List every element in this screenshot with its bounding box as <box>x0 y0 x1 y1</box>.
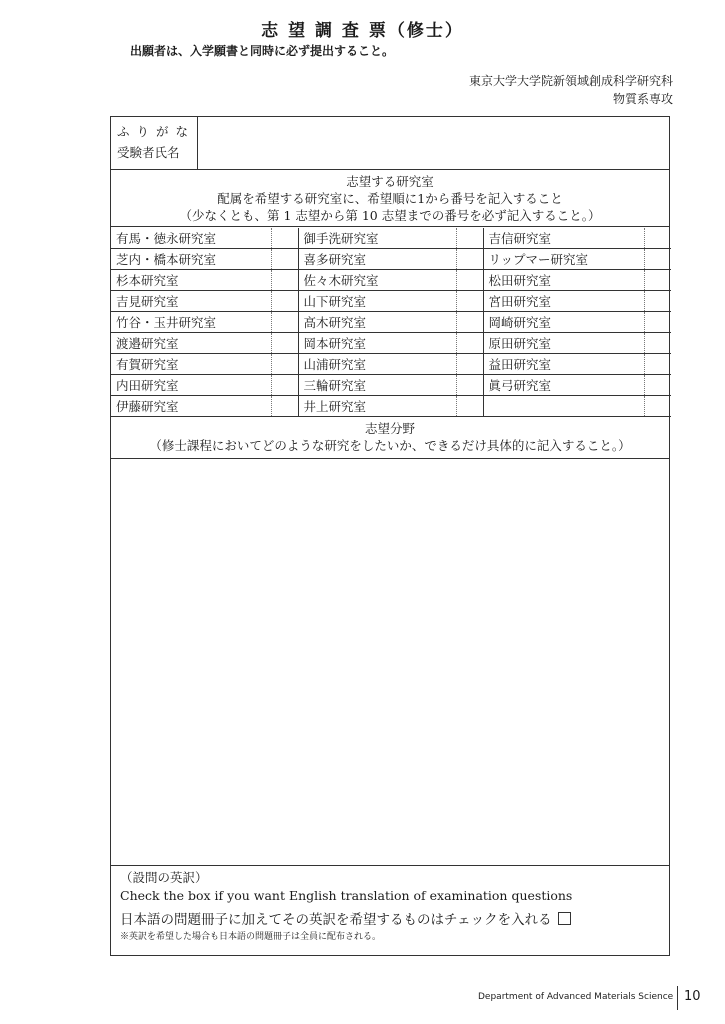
furigana-label: ふりがな <box>117 124 196 139</box>
lab-rank-field[interactable] <box>644 249 671 270</box>
translation-heading: （設問の英訳） <box>120 870 208 885</box>
lab-rank-field[interactable] <box>644 291 671 312</box>
lab-name: 益田研究室 <box>483 354 644 375</box>
page-title: 志 望 調 査 票（修士） <box>261 21 464 41</box>
lab-name: 井上研究室 <box>298 396 456 417</box>
lab-name: 有賀研究室 <box>111 354 271 375</box>
lab-name: 御手洗研究室 <box>298 228 456 249</box>
lab-name: 眞弓研究室 <box>483 375 644 396</box>
lab-rank-field[interactable] <box>456 396 483 417</box>
lab-name: 岡崎研究室 <box>483 312 644 333</box>
lab-name: 内田研究室 <box>111 375 271 396</box>
lab-name: 松田研究室 <box>483 270 644 291</box>
lab-rank-field[interactable] <box>271 249 298 270</box>
translation-note: ※英訳を希望した場合も日本語の問題冊子は全員に配布される。 <box>120 932 382 942</box>
lab-rank-field[interactable] <box>271 312 298 333</box>
lab-name: 吉信研究室 <box>483 228 644 249</box>
lab-rank-field[interactable] <box>644 270 671 291</box>
footer-divider <box>677 986 678 1010</box>
lab-section-header <box>111 170 669 227</box>
lab-rank-field[interactable] <box>456 312 483 333</box>
translation-english: Check the box if you want English translation of examination questions <box>120 888 573 903</box>
lab-row <box>111 249 671 270</box>
translation-japanese: 日本語の問題冊子に加えてその英訳を希望するものはチェックを入れる <box>120 912 552 928</box>
lab-rank-field[interactable] <box>271 354 298 375</box>
lab-rank-field[interactable] <box>456 291 483 312</box>
lab-name: リップマー研究室 <box>483 249 644 270</box>
affiliation-department: 物質系専攻 <box>612 92 673 106</box>
lab-name: 有馬・徳永研究室 <box>111 228 271 249</box>
lab-row <box>111 312 671 333</box>
lab-name: 芝内・橋本研究室 <box>111 249 271 270</box>
lab-name: 佐々木研究室 <box>298 270 456 291</box>
lab-name: 吉見研究室 <box>111 291 271 312</box>
name-label: 受験者氏名 <box>117 145 180 160</box>
lab-name: 伊藤研究室 <box>111 396 271 417</box>
translation-request-line <box>120 910 660 930</box>
lab-row <box>111 354 671 375</box>
lab-rank-field[interactable] <box>644 354 671 375</box>
applicant-name-label <box>111 117 198 169</box>
lab-rank-field[interactable] <box>644 375 671 396</box>
translation-section <box>120 869 660 944</box>
lab-row <box>111 396 671 417</box>
lab-row <box>111 291 671 312</box>
lab-name: 宮田研究室 <box>483 291 644 312</box>
lab-rank-field[interactable] <box>271 291 298 312</box>
affiliation <box>469 72 673 108</box>
field-section-instruction: （修士課程においてどのような研究をしたいか、できるだけ具体的に記入すること。） <box>149 438 631 453</box>
lab-rank-field[interactable] <box>271 396 298 417</box>
translation-checkbox[interactable] <box>558 912 571 925</box>
lab-rank-field <box>644 396 671 417</box>
lab-name: 三輪研究室 <box>298 375 456 396</box>
research-interest-area[interactable] <box>111 460 669 866</box>
survey-form <box>110 116 670 956</box>
lab-name: 原田研究室 <box>483 333 644 354</box>
lab-rank-field[interactable] <box>644 312 671 333</box>
lab-row <box>111 333 671 354</box>
lab-rank-field[interactable] <box>456 375 483 396</box>
applicant-name-row <box>111 117 669 170</box>
lab-row <box>111 228 671 249</box>
lab-section-title: 志望する研究室 <box>346 174 434 189</box>
lab-name: 杉本研究室 <box>111 270 271 291</box>
lab-section-requirement: （少なくとも、第 1 志望から第 10 志望までの番号を必ず記入すること。） <box>179 208 601 223</box>
lab-rank-field[interactable] <box>644 333 671 354</box>
lab-rank-field[interactable] <box>271 228 298 249</box>
lab-name: 喜多研究室 <box>298 249 456 270</box>
lab-name: 山下研究室 <box>298 291 456 312</box>
lab-section-instruction: 配属を希望する研究室に、希望順に1から番号を記入すること <box>217 191 563 206</box>
lab-rank-field[interactable] <box>456 228 483 249</box>
lab-name: 高木研究室 <box>298 312 456 333</box>
lab-name: 竹谷・玉井研究室 <box>111 312 271 333</box>
footer-department: Department of Advanced Materials Science <box>478 992 674 1002</box>
affiliation-school: 東京大学大学院新領域創成科学研究科 <box>468 74 673 88</box>
lab-row <box>111 270 671 291</box>
lab-preference-table <box>111 228 671 417</box>
field-section-title: 志望分野 <box>364 421 415 436</box>
lab-rank-field[interactable] <box>456 270 483 291</box>
submission-instruction: 出願者は、入学願書と同時に必ず提出すること。 <box>130 44 395 58</box>
lab-name: 岡本研究室 <box>298 333 456 354</box>
lab-rank-field[interactable] <box>644 228 671 249</box>
lab-name <box>483 396 644 417</box>
page-number: 10 <box>684 989 701 1004</box>
lab-rank-field[interactable] <box>456 354 483 375</box>
lab-row <box>111 375 671 396</box>
lab-name: 渡邉研究室 <box>111 333 271 354</box>
lab-rank-field[interactable] <box>271 375 298 396</box>
lab-rank-field[interactable] <box>456 333 483 354</box>
field-section-header <box>111 417 669 459</box>
lab-name: 山浦研究室 <box>298 354 456 375</box>
lab-rank-field[interactable] <box>271 270 298 291</box>
lab-rank-field[interactable] <box>271 333 298 354</box>
lab-rank-field[interactable] <box>456 249 483 270</box>
applicant-name-field[interactable] <box>199 117 669 169</box>
